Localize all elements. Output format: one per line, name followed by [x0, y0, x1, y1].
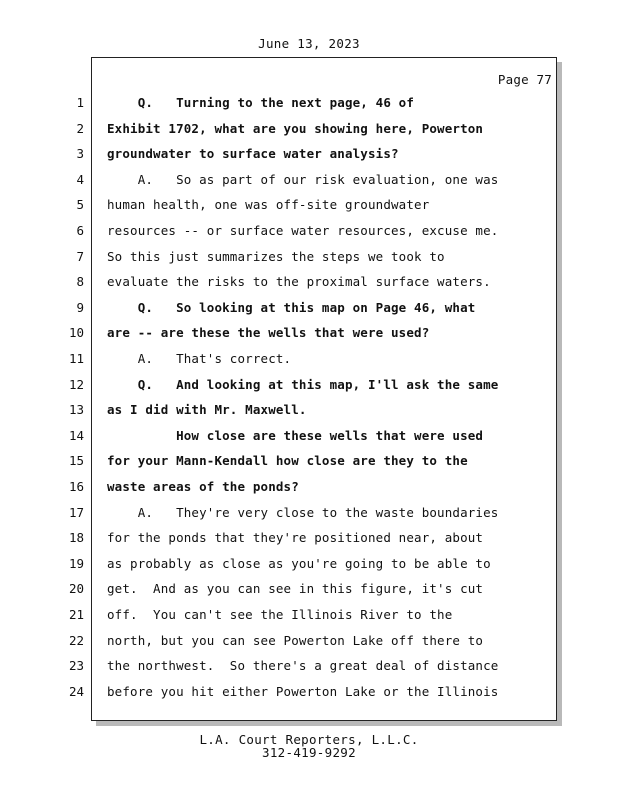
- line-number: 19: [68, 556, 84, 571]
- line-number: 7: [76, 249, 84, 264]
- transcript-line: are -- are these the wells that were used?: [107, 325, 430, 340]
- transcript-line: as I did with Mr. Maxwell.: [107, 402, 307, 417]
- line-number: 22: [68, 633, 84, 648]
- transcript-line: for your Mann-Kendall how close are they to the: [107, 453, 468, 468]
- transcript-line: off. You can't see the Illinois River to the: [107, 607, 453, 622]
- line-number: 17: [68, 505, 84, 520]
- transcript-line: human health, one was off-site groundwater: [107, 197, 430, 212]
- transcript-line: Exhibit 1702, what are you showing here, Powerton: [107, 121, 484, 136]
- transcript-line: Q. And looking at this map, I'll ask the same: [107, 377, 499, 392]
- line-number: 15: [68, 453, 84, 468]
- transcript-line: How close are these wells that were used: [107, 428, 484, 443]
- footer: [0, 733, 618, 759]
- page-number: Page 77: [497, 72, 552, 87]
- footer-company: L.A. Court Reporters, L.L.C.: [199, 732, 419, 747]
- transcript-line: resources -- or surface water resources, excuse me.: [107, 223, 499, 238]
- line-number: 3: [76, 146, 84, 161]
- transcript-line: the northwest. So there's a great deal of distance: [107, 658, 499, 673]
- line-number: 2: [76, 121, 84, 136]
- transcript-line: for the ponds that they're positioned near, about: [107, 530, 484, 545]
- transcript-line: north, but you can see Powerton Lake off there to: [107, 633, 484, 648]
- line-number: 4: [76, 172, 84, 187]
- transcript-line: A. That's correct.: [107, 351, 292, 366]
- line-number: 16: [68, 479, 84, 494]
- line-number: 24: [68, 684, 84, 699]
- transcript-line: before you hit either Powerton Lake or the Illinois: [107, 684, 499, 699]
- line-number: 18: [68, 530, 84, 545]
- line-number: 5: [76, 197, 84, 212]
- transcript-line: So this just summarizes the steps we took to: [107, 249, 445, 264]
- line-number: 12: [68, 377, 84, 392]
- page-date-header: June 13, 2023: [258, 36, 360, 51]
- line-number: 10: [68, 325, 84, 340]
- transcript-line: as probably as close as you're going to be able to: [107, 556, 491, 571]
- line-number: 20: [68, 581, 84, 596]
- footer-phone: 312-419-9292: [262, 745, 356, 760]
- line-number: 23: [68, 658, 84, 673]
- line-number: 9: [76, 300, 84, 315]
- line-number: 14: [68, 428, 84, 443]
- transcript-line: A. They're very close to the waste boundaries: [107, 505, 499, 520]
- transcript-line: Q. So looking at this map on Page 46, what: [107, 300, 476, 315]
- line-number: 1: [76, 95, 84, 110]
- transcript-line: groundwater to surface water analysis?: [107, 146, 399, 161]
- transcript-line: evaluate the risks to the proximal surface waters.: [107, 274, 491, 289]
- transcript-line: get. And as you can see in this figure, it's cut: [107, 581, 484, 596]
- line-number: 6: [76, 223, 84, 238]
- line-number: 13: [68, 402, 84, 417]
- transcript-line: waste areas of the ponds?: [107, 479, 299, 494]
- line-number: 11: [68, 351, 84, 366]
- line-number: 21: [68, 607, 84, 622]
- line-number: 8: [76, 274, 84, 289]
- transcript-line: Q. Turning to the next page, 46 of: [107, 95, 415, 110]
- transcript-line: A. So as part of our risk evaluation, one was: [107, 172, 499, 187]
